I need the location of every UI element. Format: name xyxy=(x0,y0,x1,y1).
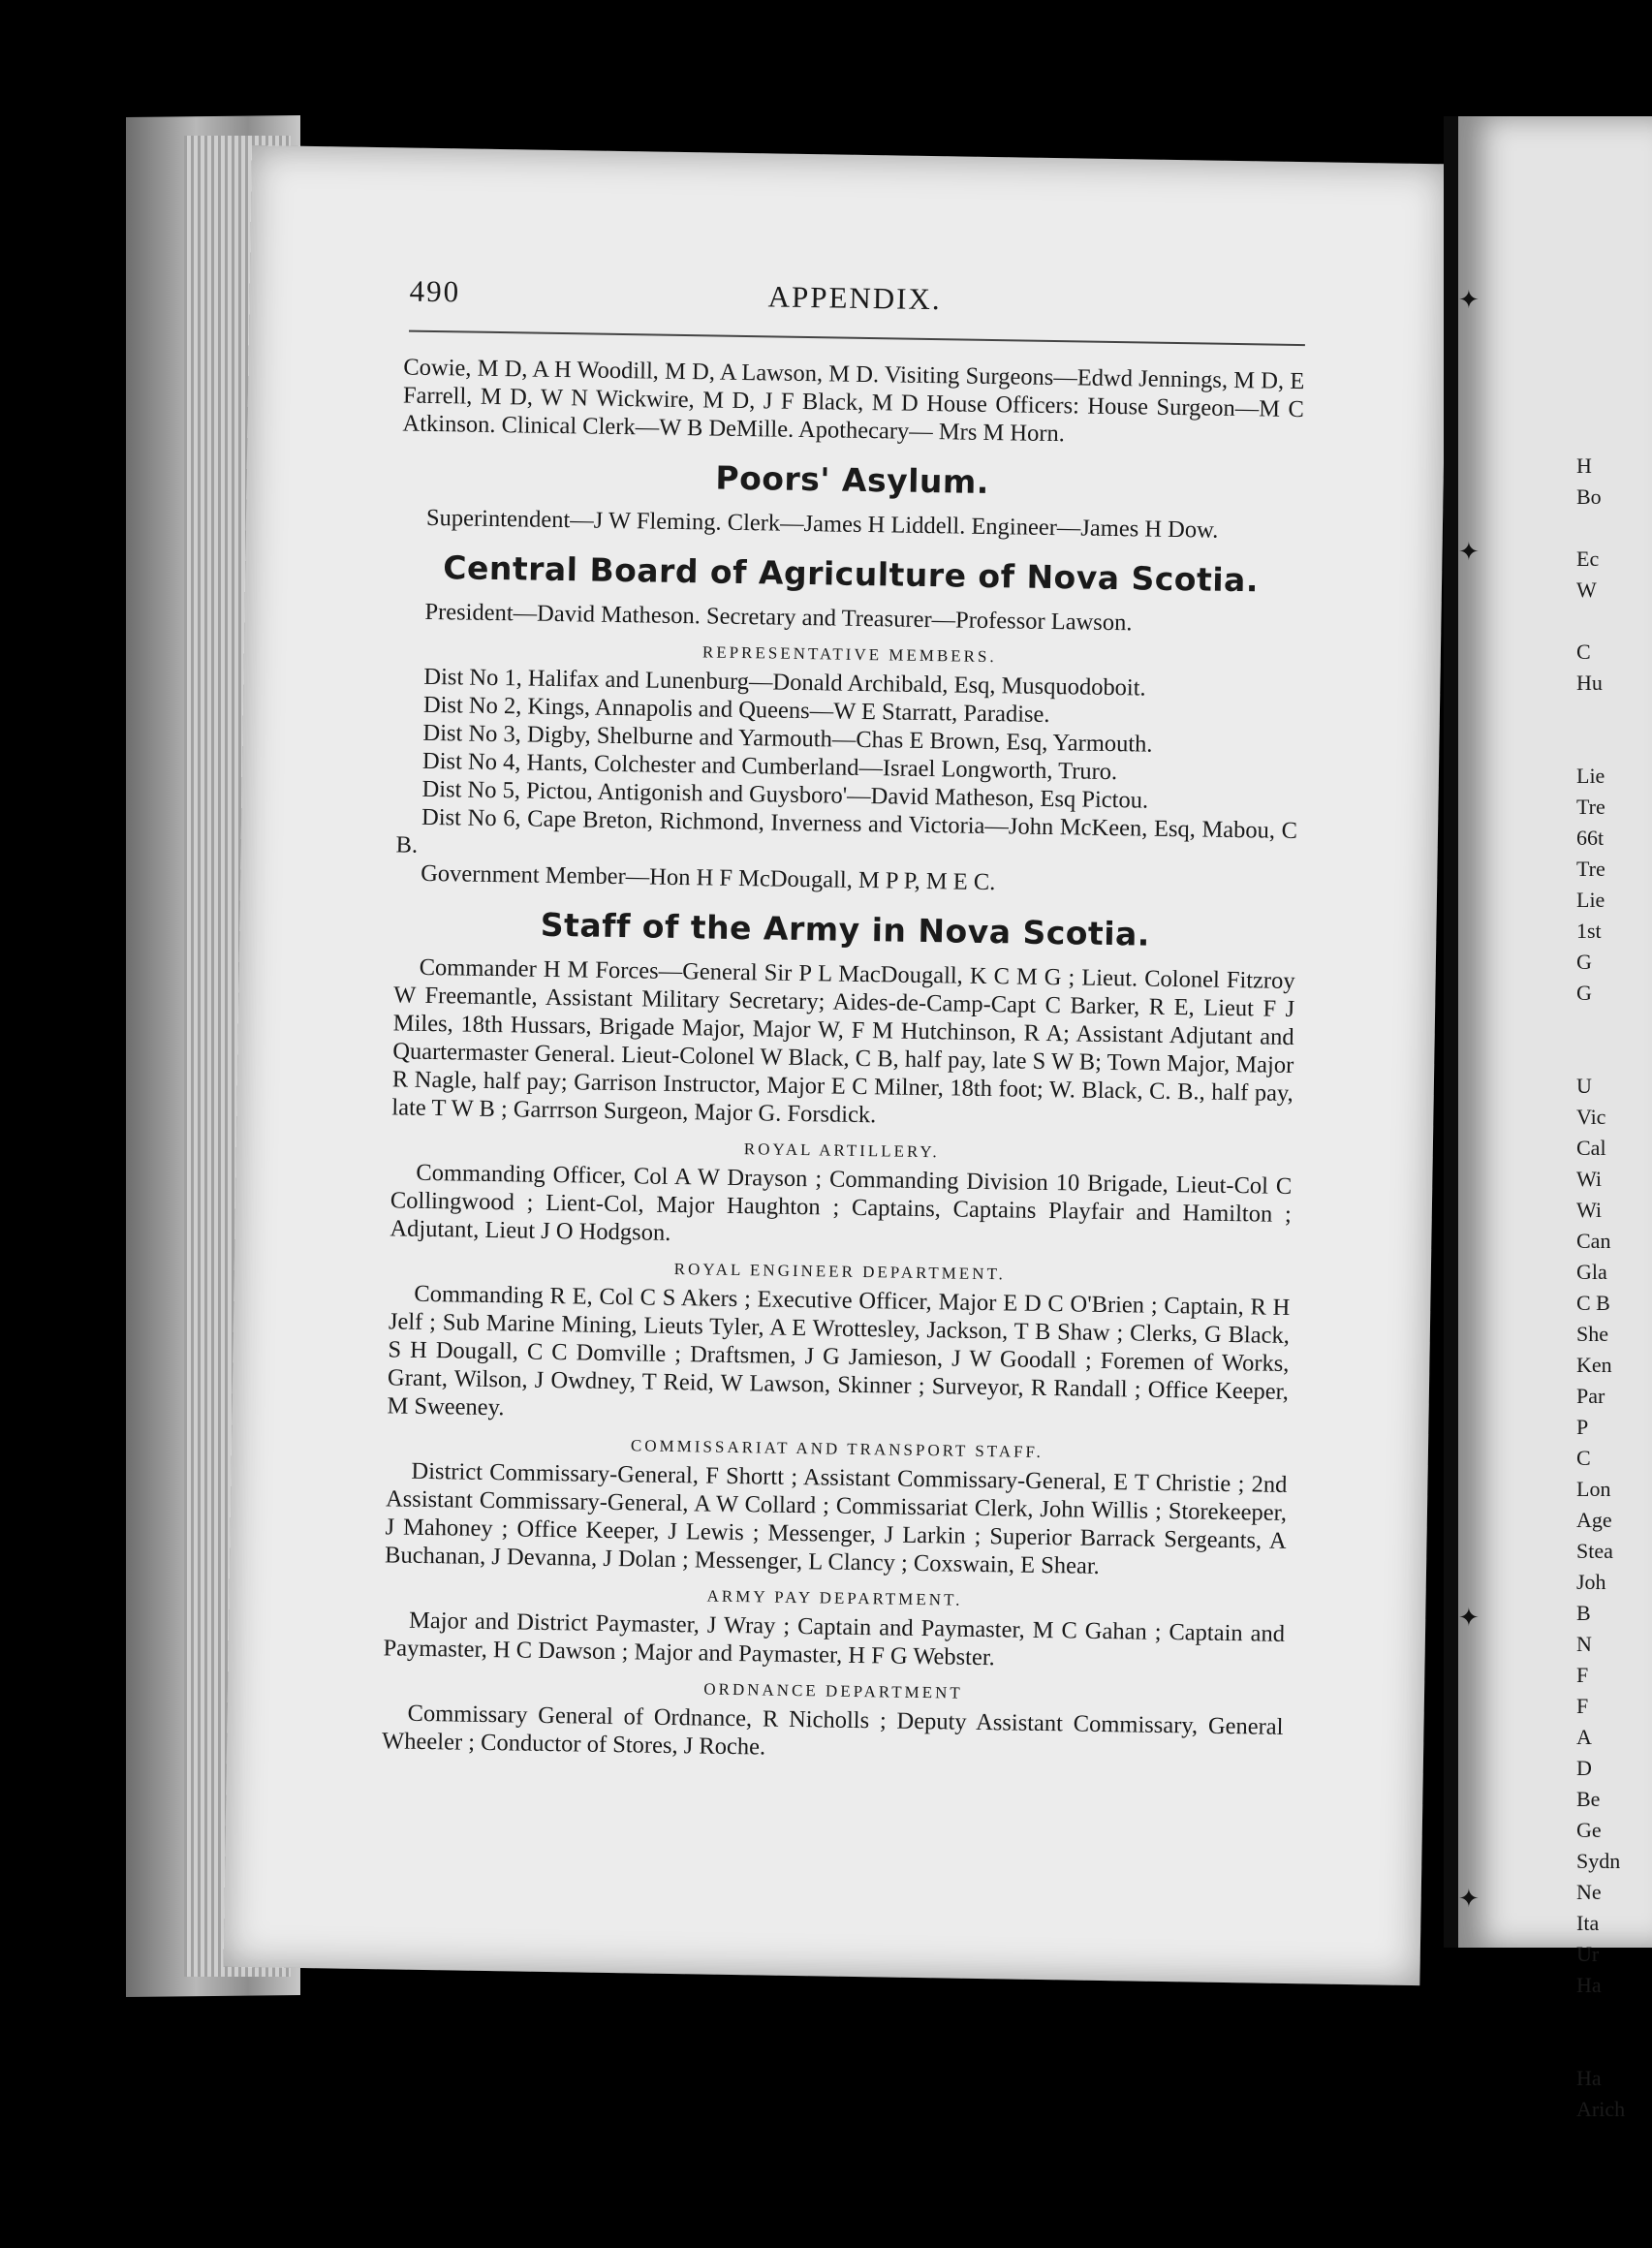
paragraph: Cowie, M D, A H Woodill, M D, A Lawson, M D. Visiting Surgeons—Edwd Jennings, M D, E Farrell, M D, W N Wickwire, M D, J F Black, M D House Officers: House Surgeon—M C Atkinson. Clinical Clerk—W B DeMille. Apothecary— Mrs M Horn. xyxy=(402,354,1305,448)
subsection-heading: REPRESENTATIVE MEMBERS. xyxy=(701,642,997,667)
text-fragment: W xyxy=(1576,578,1597,602)
text-fragment: N xyxy=(1576,1632,1592,1656)
text-fragment: Ne xyxy=(1576,1880,1602,1904)
stitch-mark: ✦ xyxy=(1458,1885,1480,1913)
text-fragment: Can xyxy=(1576,1229,1611,1253)
section-heading: Staff of the Army in Nova Scotia. xyxy=(540,905,1151,953)
text-fragment: Tre xyxy=(1576,795,1605,819)
text-fragment xyxy=(1576,513,1625,544)
section-heading: Poors' Asylum. xyxy=(715,458,990,501)
text-fragment: P xyxy=(1576,1415,1589,1439)
paragraph: Government Member—Hon H F McDougall, M P P, M E C. xyxy=(421,859,996,896)
stitch-mark: ✦ xyxy=(1458,286,1480,314)
text-fragment: G xyxy=(1576,950,1592,974)
text-fragment: Joh xyxy=(1576,1570,1606,1594)
text-fragment: Vic xyxy=(1576,1105,1606,1129)
text-fragment: Sydn xyxy=(1576,1849,1621,1873)
subsection-heading: ROYAL ARTILLERY. xyxy=(743,1140,940,1162)
text-fragment: B xyxy=(1576,1601,1591,1625)
paragraph: President—David Matheson. Secretary and Treasurer—Professor Lawson. xyxy=(424,598,1133,637)
text-fragment: Lon xyxy=(1576,1477,1611,1501)
text-fragment: Ge xyxy=(1576,1818,1602,1842)
page-number: 490 xyxy=(409,273,461,309)
text-fragment xyxy=(1576,1040,1625,1071)
text-fragment: C xyxy=(1576,1446,1591,1470)
text-fragment: Ken xyxy=(1576,1353,1612,1377)
paragraph: Dist No 6, Cape Breton, Richmond, Inverness and Victoria—John McKeen, Esq, Mabou, C B. xyxy=(395,803,1298,859)
running-title: APPENDIX. xyxy=(767,279,942,317)
text-fragment: H xyxy=(1576,453,1592,478)
text-fragment: F xyxy=(1576,1694,1589,1718)
text-fragment: Lie xyxy=(1576,888,1605,912)
subsection-heading: ARMY PAY DEPARTMENT. xyxy=(706,1586,963,1609)
page-body xyxy=(382,353,1305,1768)
text-fragment: Age xyxy=(1576,1508,1612,1532)
paragraph: Dist No 1, Halifax and Lunenburg—Donald Archibald, Esq, Musquodoboit. xyxy=(423,663,1146,702)
paragraph: Commanding R E, Col C S Akers ; Executive Officer, Major E D C O'Brien ; Captain, R H Jelf ; Sub Marine Mining, Lieuts Tyler, A E Wrottesley, Jackson, T B Shaw ; Clerks, G Black, S H Dougall, C C Domville ; Draftsmen, J G Jamieson, J W Goodall ; Foremen of Works, Grant, Wilson, J Owdney, T Reid, W Lawson, Skinner ; Surveyor, R Randall ; Office Keeper, M Sweeney. xyxy=(387,1280,1291,1421)
text-fragment: 66t xyxy=(1576,826,1605,850)
text-fragment xyxy=(1576,2001,1625,2032)
section-heading: Central Board of Agriculture of Nova Scotia. xyxy=(443,548,1260,600)
text-fragment: U xyxy=(1576,1074,1592,1098)
paragraph: Dist No 4, Hants, Colchester and Cumberland—Israel Longworth, Truro. xyxy=(421,747,1118,786)
text-fragment: Ec xyxy=(1576,546,1600,571)
text-fragment: Lie xyxy=(1576,764,1605,788)
text-fragment xyxy=(1576,699,1625,730)
text-fragment: Cal xyxy=(1576,1136,1606,1160)
text-fragment: Wi xyxy=(1576,1167,1602,1191)
text-fragment xyxy=(1576,730,1625,761)
text-fragment: Ur xyxy=(1576,1942,1600,1966)
paragraph: Dist No 3, Digby, Shelburne and Yarmouth—Chas E Brown, Esq, Yarmouth. xyxy=(422,719,1153,758)
text-fragment: Tre xyxy=(1576,857,1605,881)
paragraph: District Commissary-General, F Shortt ; Assistant Commissary-General, E T Christie ; 2nd Assistant Commissary-General, A W Collard ; Commissariat Clerk, John Willis ; Storekeeper, J Mahoney ; Office Keeper, J Lewis ; Messenger, J Larkin ; Superior Barrack Sergeants, A Buchanan, J Devanna, J Dolan ; Messenger, L Clancy ; Coxswain, E Shear. xyxy=(384,1457,1288,1579)
stitch-mark: ✦ xyxy=(1458,1604,1480,1632)
text-fragment: Ha xyxy=(1576,1973,1602,1997)
text-fragment: Hu xyxy=(1576,671,1603,695)
text-fragment: Gla xyxy=(1576,1260,1607,1284)
stitch-mark: ✦ xyxy=(1458,538,1480,566)
text-fragment: F xyxy=(1576,1663,1589,1687)
text-fragment: G xyxy=(1576,981,1592,1005)
text-fragment: Arich xyxy=(1576,2097,1626,2121)
text-fragment: A xyxy=(1576,1725,1592,1749)
page-header xyxy=(409,273,1311,317)
text-fragment xyxy=(1576,2032,1625,2063)
text-fragment: Wi xyxy=(1576,1198,1602,1222)
text-fragment: C xyxy=(1576,640,1591,664)
text-fragment: Be xyxy=(1576,1787,1601,1811)
paragraph: Major and District Paymaster, J Wray ; Captain and Paymaster, M C Gahan ; Captain and Paymaster, H C Dawson ; Major and Paymaster, H F G Webster. xyxy=(383,1607,1286,1671)
subsection-heading: ROYAL ENGINEER DEPARTMENT. xyxy=(673,1259,1007,1284)
paragraph: Superintendent—J W Fleming. Clerk—James H Liddell. Engineer—James H Dow. xyxy=(425,504,1219,544)
text-fragment: Ha xyxy=(1576,2066,1602,2090)
subsection-heading: ORDNANCE DEPARTMENT xyxy=(703,1679,963,1702)
text-fragment: She xyxy=(1576,1322,1608,1346)
paragraph: Dist No 5, Pictou, Antigonish and Guysboro'—David Matheson, Esq Pictou. xyxy=(421,775,1149,814)
text-fragment: 1st xyxy=(1576,919,1602,943)
text-fragment: Bo xyxy=(1576,484,1602,509)
text-fragment: Stea xyxy=(1576,1539,1613,1563)
paragraph: Commanding Officer, Col A W Drayson ; Commanding Division 10 Brigade, Lieut-Col C Collingwood ; Lient-Col, Major Haughton ; Captains, Captains Playfair and Hamilton ; Adjutant, Lieut J O Hodgson. xyxy=(390,1159,1293,1246)
text-fragment xyxy=(1576,606,1625,637)
text-fragment: D xyxy=(1576,1756,1592,1780)
text-fragment xyxy=(1576,1009,1625,1040)
paragraph: Dist No 2, Kings, Annapolis and Queens—W E Starratt, Paradise. xyxy=(422,691,1050,729)
text-fragment: Par xyxy=(1576,1384,1605,1408)
right-page-text-fragments xyxy=(1576,451,1625,2125)
left-page xyxy=(223,145,1448,1985)
text-fragment: Ita xyxy=(1576,1911,1600,1935)
subsection-heading: COMMISSARIAT AND TRANSPORT STAFF. xyxy=(630,1436,1044,1461)
paragraph: Commissary General of Ordnance, R Nicholls ; Deputy Assistant Commissary, General Wheeler ; Conductor of Stores, J Roche. xyxy=(381,1700,1284,1761)
paragraph: Commander H M Forces—General Sir P L MacDougall, K C M G ; Lieut. Colonel Fitzroy W Freemantle, Assistant Military Secretary; Aides-de-Camp-Capt C Barker, R E, Lieut F J Miles, 18th Hussars, Brigade Major, Major W, F M Hutchinson, R A; Assistant Adjutant and Quartermaster General. Lieut-Colonel W Black, C B, half pay, late S W B; Town Major, Major R Nagle, half pay; Garrison Instructor, Major E C Milner, 18th foot; W. Black, C. B., half pay, late T W B ; Garrrson Surgeon, Major G. Forsdick. xyxy=(391,953,1295,1129)
text-fragment: C B xyxy=(1576,1291,1610,1315)
right-page-fragment xyxy=(1458,116,1652,2121)
header-rule xyxy=(409,330,1305,347)
